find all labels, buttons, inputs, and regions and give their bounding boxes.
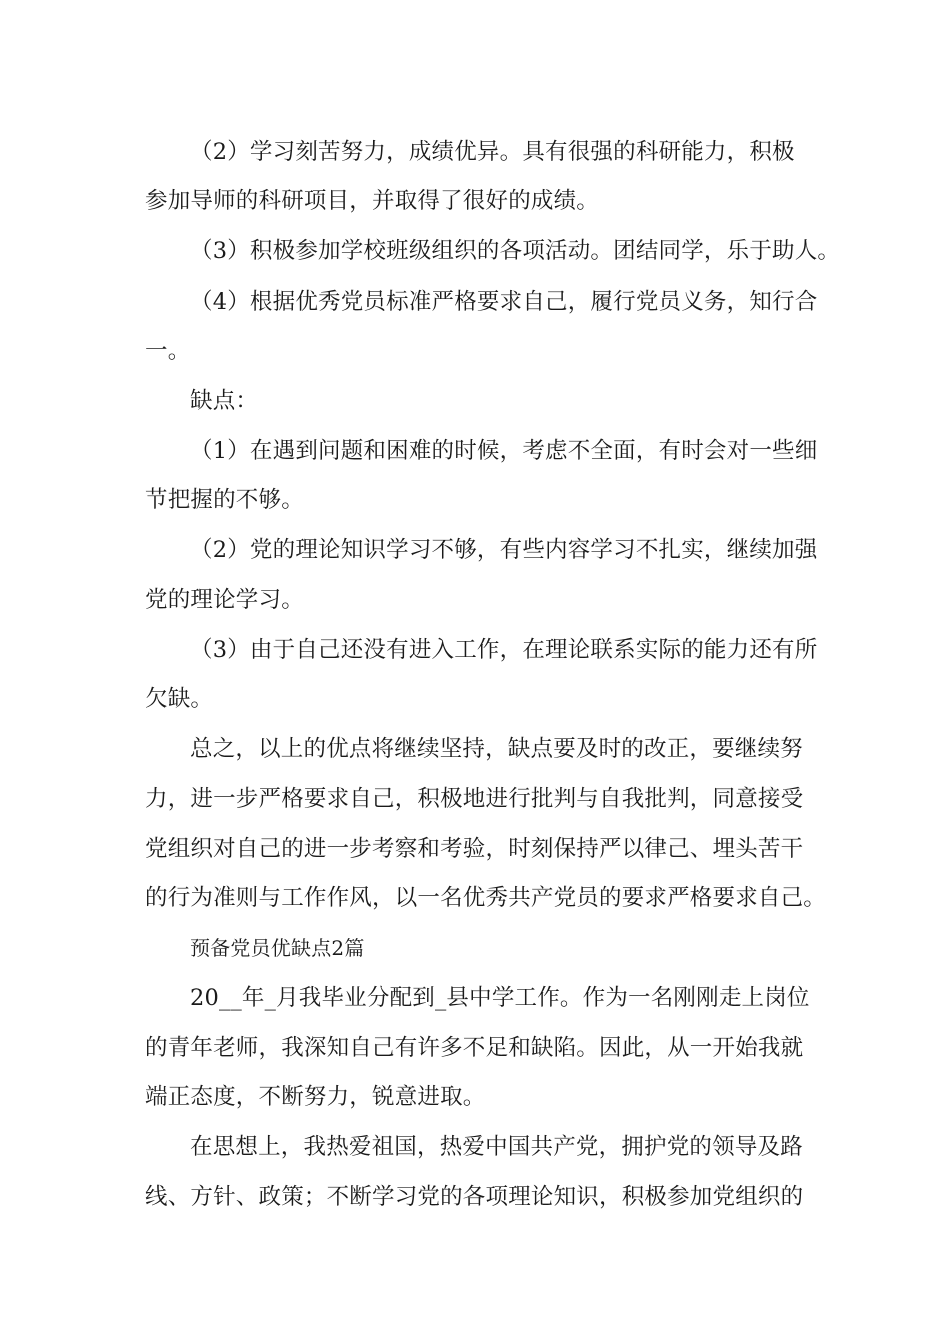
paragraph-line: （1）在遇到问题和困难的时候，考虑不全面，有时会对一些细 bbox=[190, 438, 818, 464]
paragraph-line: （4）根据优秀党员标准严格要求自己，履行党员义务，知行合 bbox=[190, 289, 818, 315]
paragraph-line: 参加导师的科研项目，并取得了很好的成绩。 bbox=[145, 188, 600, 214]
paragraph-line: 一。 bbox=[145, 338, 191, 364]
paragraph-line: 力，进一步严格要求自己，积极地进行批判与自我批判，同意接受 bbox=[145, 786, 804, 812]
paragraph-line: （3）由于自己还没有进入工作，在理论联系实际的能力还有所 bbox=[190, 637, 818, 663]
paragraph-line: 总之，以上的优点将继续坚持，缺点要及时的改正，要继续努 bbox=[190, 736, 803, 762]
paragraph-line: （3）积极参加学校班级组织的各项活动。团结同学，乐于助人。 bbox=[190, 238, 841, 264]
paragraph-line: 节把握的不够。 bbox=[145, 487, 304, 513]
section-label: 缺点： bbox=[190, 388, 259, 414]
paragraph-line: 的青年老师，我深知自己有许多不足和缺陷。因此，从一开始我就 bbox=[145, 1035, 804, 1061]
paragraph-line: 的行为准则与工作作风，以一名优秀共产党员的要求严格要求自己。 bbox=[145, 885, 827, 911]
paragraph-line: 端正态度，不断努力，锐意进取。 bbox=[145, 1084, 486, 1110]
paragraph-line: （2）学习刻苦努力，成绩优异。具有很强的科研能力，积极 bbox=[190, 139, 795, 165]
paragraph-line: （2）党的理论知识学习不够，有些内容学习不扎实，继续加强 bbox=[190, 537, 818, 563]
paragraph-line: 党组织对自己的进一步考察和考验，时刻保持严以律己、埋头苦干 bbox=[145, 836, 804, 862]
paragraph-line: 在思想上，我热爱祖国，热爱中国共产党，拥护党的领导及路 bbox=[190, 1134, 803, 1160]
section-heading: 预备党员优缺点2篇 bbox=[190, 936, 365, 960]
paragraph-line: 欠缺。 bbox=[145, 686, 214, 712]
paragraph-line: 线、方针、政策；不断学习党的各项理论知识，积极参加党组织的 bbox=[145, 1184, 804, 1210]
paragraph-line: 党的理论学习。 bbox=[145, 587, 304, 613]
paragraph-line: 20__年_月我毕业分配到_县中学工作。作为一名刚刚走上岗位 bbox=[190, 985, 810, 1011]
